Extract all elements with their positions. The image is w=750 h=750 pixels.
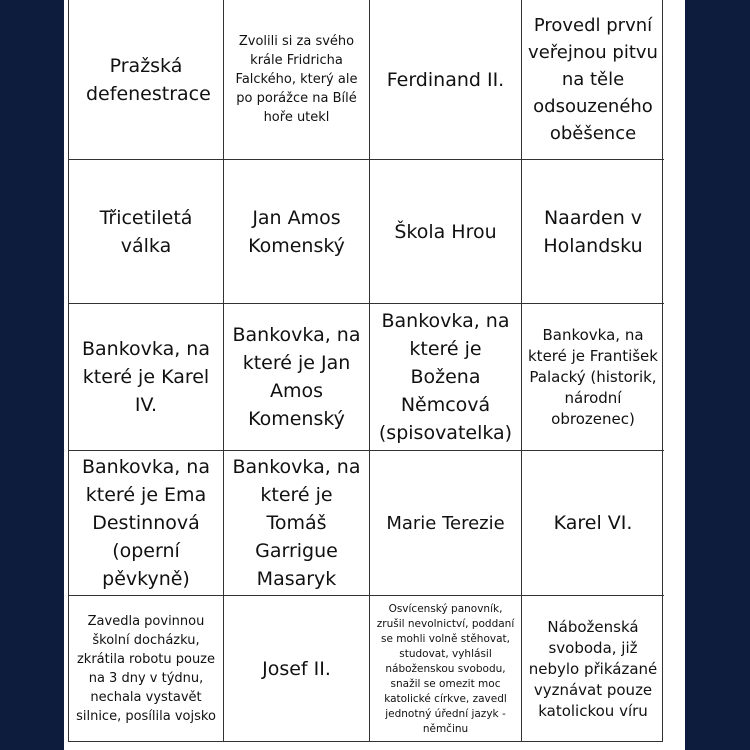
grid-cell: [69, 0, 224, 160]
grid-cell: [522, 304, 664, 451]
grid-cell: [69, 596, 224, 742]
bingo-grid: [68, 0, 663, 742]
cell-text: Bankovka, na které je Jan Amos Komenský: [232, 324, 361, 430]
cell-text: Provedl první veřejnou pitvu na těle odsouzeného oběšence: [528, 15, 658, 144]
cell-text: Bankovka, na které je Božena Němcová (spisovatelka): [378, 310, 513, 444]
cell-text: Náboženská svoboda, již nebylo přikázané vyznávat pouze katolickou víru: [528, 617, 658, 720]
grid-cell: [224, 160, 370, 304]
cell-text: Škola Hrou: [394, 220, 497, 243]
grid-cell: [224, 451, 370, 596]
grid-cell: [522, 0, 664, 160]
cell-text: Třicetiletá válka: [99, 206, 193, 257]
cell-text: Naarden v Holandsku: [543, 206, 643, 257]
grid-cell: [370, 596, 522, 742]
cell-text: Bankovka, na které je František Palacký (historik, národní obrozenec): [528, 325, 658, 428]
cell-text: Bankovka, na které je Karel IV.: [82, 338, 210, 416]
grid-cell: [370, 451, 522, 596]
grid-cell: [522, 160, 664, 304]
grid-cell: [224, 0, 370, 160]
grid-cell: [370, 160, 522, 304]
grid-cell: [69, 304, 224, 451]
cell-text: Pražská defenestrace: [86, 54, 211, 105]
cell-text: Marie Terezie: [386, 512, 505, 534]
grid-cell: [522, 451, 664, 596]
cell-text: Bankovka, na které je Tomáš Garrigue Masaryk: [232, 456, 361, 590]
cell-text: Bankovka, na které je Ema Destinnová (operní pěvkyně): [82, 456, 210, 590]
grid-cell: [224, 304, 370, 451]
cell-text: Ferdinand II.: [386, 68, 505, 91]
grid-cell: [522, 596, 664, 742]
cell-text: Karel VI.: [553, 512, 633, 534]
cell-text: Jan Amos Komenský: [248, 206, 345, 257]
cell-text: Zvolili si za svého krále Fridricha Falckého, který ale po porážce na Bílé hoře utekl: [235, 34, 358, 125]
grid-cell: [370, 0, 522, 160]
grid-cell: [224, 596, 370, 742]
cell-text: Josef II.: [262, 658, 331, 680]
grid-cell: [370, 304, 522, 451]
grid-cell: [69, 451, 224, 596]
grid-cell: [69, 160, 224, 304]
cell-text: Zavedla povinnou školní docházku, zkrátila robotu pouze na 3 dny v týdnu, nechala vystavět silnice, posílila vojsko: [76, 614, 216, 724]
bingo-sheet: [64, 0, 685, 750]
cell-text: Osvícenský panovník, zrušil nevolnictví, poddaní se mohli volně stěhovat, studovat, vyhlásil náboženskou svobodu, snažil se omezit moc katolické církve, zavedl jednotný úřední jazyk - němčinu: [376, 602, 515, 735]
